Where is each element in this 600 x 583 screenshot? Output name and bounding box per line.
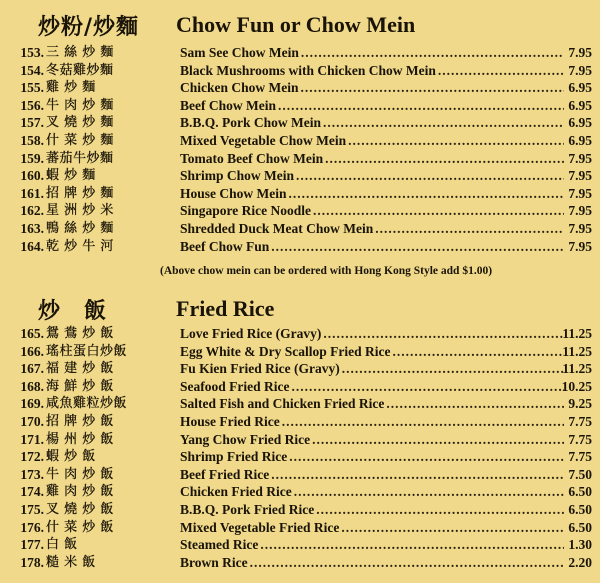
item-name-cn: 白 飯 xyxy=(46,537,78,553)
item-price: 2.20 xyxy=(568,554,592,570)
item-price: 6.50 xyxy=(568,484,592,500)
item-name-en: Shrimp Fried Rice xyxy=(180,449,288,465)
item-name-en: B.B.Q. Pork Fried Rice xyxy=(180,501,315,517)
menu-item-row xyxy=(0,378,600,396)
item-name-cn: 糙 米 飯 xyxy=(46,554,96,570)
item-name-en: Fu Kien Fried Rice (Gravy) xyxy=(180,361,340,377)
item-number: 177. xyxy=(20,537,44,553)
item-number: 170. xyxy=(20,413,44,429)
rice-section-title-en: Fried Rice xyxy=(176,296,275,321)
item-number: 164. xyxy=(20,238,44,254)
item-name-en: Sam See Chow Mein xyxy=(180,45,299,60)
dot-leader xyxy=(260,536,564,554)
item-number: 159. xyxy=(20,150,44,166)
dot-leader xyxy=(325,150,564,168)
rice-section-header xyxy=(0,294,600,326)
item-name-en: Steamed Rice xyxy=(180,537,259,553)
item-name-cn: 星 洲 炒 米 xyxy=(46,203,114,219)
menu-item-row xyxy=(0,150,600,168)
item-number: 158. xyxy=(20,132,44,148)
menu-item-row xyxy=(0,202,600,220)
item-name-cn: 什 菜 炒 麵 xyxy=(46,132,114,148)
item-price: 7.95 xyxy=(568,150,592,166)
dot-leader xyxy=(271,466,564,484)
menu-item-row xyxy=(0,466,600,484)
menu-item-row xyxy=(0,519,600,537)
menu-item-row xyxy=(0,220,600,238)
dot-leader xyxy=(250,554,564,572)
menu-item-row xyxy=(0,44,600,62)
item-leader xyxy=(180,97,564,115)
item-name-en: Beef Chow Mein xyxy=(180,97,276,113)
item-leader xyxy=(180,343,564,361)
menu-item-row xyxy=(0,501,600,519)
dot-leader xyxy=(301,44,564,62)
menu-item-row xyxy=(0,167,600,185)
item-name-en: Chicken Chow Mein xyxy=(180,80,299,96)
item-name-en: B.B.Q. Pork Chow Mein xyxy=(180,115,322,131)
chow-section-title-cn: 炒粉/炒麵 xyxy=(38,14,140,40)
item-name-cn: 雞 炒 麵 xyxy=(46,80,96,96)
item-number: 165. xyxy=(20,326,44,341)
dot-leader xyxy=(301,79,564,97)
item-leader xyxy=(180,62,564,80)
item-leader xyxy=(180,395,564,413)
dot-leader xyxy=(323,325,564,343)
item-price: 7.75 xyxy=(568,413,592,429)
item-price: 7.75 xyxy=(568,449,592,465)
item-number: 178. xyxy=(20,554,44,570)
dot-leader xyxy=(375,220,564,238)
item-price: 7.75 xyxy=(568,431,592,447)
item-number: 174. xyxy=(20,484,44,500)
menu-item-row xyxy=(0,413,600,431)
item-name-en: House Fried Rice xyxy=(180,413,280,429)
item-number: 171. xyxy=(20,431,44,447)
dot-leader xyxy=(386,395,564,413)
dot-leader xyxy=(348,132,564,150)
item-number: 162. xyxy=(20,203,44,219)
menu-item-row xyxy=(0,554,600,572)
item-name-cn: 招 牌 炒 飯 xyxy=(46,413,114,429)
item-name-cn: 鴛 鴦 炒 飯 xyxy=(46,326,114,341)
item-price: 6.95 xyxy=(568,97,592,113)
item-leader xyxy=(180,114,564,132)
dot-leader xyxy=(294,483,564,501)
item-price: 7.95 xyxy=(568,45,592,60)
item-number: 175. xyxy=(20,501,44,517)
item-price: 7.95 xyxy=(568,62,592,78)
item-name-en: Salted Fish and Chicken Fried Rice xyxy=(180,396,385,412)
item-price: 7.95 xyxy=(568,185,592,201)
menu-item-row xyxy=(0,238,600,256)
dot-leader xyxy=(296,167,564,185)
item-name-cn: 雞 肉 炒 飯 xyxy=(46,484,114,500)
item-number: 172. xyxy=(20,449,44,465)
item-number: 176. xyxy=(20,519,44,535)
item-name-cn: 叉 燒 炒 飯 xyxy=(46,501,114,517)
item-leader xyxy=(180,185,564,203)
dot-leader xyxy=(291,378,564,396)
menu-item-row xyxy=(0,343,600,361)
item-name-cn: 鴨 絲 炒 麵 xyxy=(46,220,114,236)
item-leader xyxy=(180,448,564,466)
item-price: 1.30 xyxy=(568,537,592,553)
item-number: 154. xyxy=(20,62,44,78)
chow-section-title-en: Chow Fun or Chow Mein xyxy=(176,12,416,37)
dot-leader xyxy=(438,62,564,80)
item-leader xyxy=(180,466,564,484)
item-name-en: Brown Rice xyxy=(180,554,248,570)
item-leader xyxy=(180,167,564,185)
dot-leader xyxy=(278,97,564,115)
item-name-cn: 牛 肉 炒 麵 xyxy=(46,97,114,113)
item-name-cn: 蕃茄牛炒麵 xyxy=(46,150,114,166)
item-price: 6.95 xyxy=(568,115,592,131)
item-leader xyxy=(180,150,564,168)
rice-item-list xyxy=(0,325,600,571)
item-leader xyxy=(180,501,564,519)
item-name-cn: 三 絲 炒 麵 xyxy=(46,45,114,60)
item-leader xyxy=(180,483,564,501)
item-name-en: Yang Chow Fried Rice xyxy=(180,431,311,447)
item-name-en: Tomato Beef Chow Mein xyxy=(180,150,324,166)
menu-item-row xyxy=(0,536,600,554)
item-name-en: Singapore Rice Noodle xyxy=(180,203,311,219)
dot-leader xyxy=(271,238,564,256)
item-leader xyxy=(180,220,564,238)
item-leader xyxy=(180,536,564,554)
item-name-en: Chicken Fried Rice xyxy=(180,484,292,500)
item-name-cn: 乾 炒 牛 河 xyxy=(46,238,114,254)
item-name-cn: 瑤柱蛋白炒飯 xyxy=(46,343,128,359)
menu-item-row xyxy=(0,325,600,343)
menu-item-row xyxy=(0,79,600,97)
item-name-en: Black Mushrooms with Chicken Chow Mein xyxy=(180,62,436,78)
item-price: 10.25 xyxy=(561,378,592,394)
menu-item-row xyxy=(0,431,600,449)
dot-leader xyxy=(341,519,564,537)
dot-leader xyxy=(313,202,564,220)
item-price: 7.95 xyxy=(568,238,592,254)
chow-item-list xyxy=(0,44,600,255)
item-name-cn: 招 牌 炒 麵 xyxy=(46,185,114,201)
item-number: 169. xyxy=(20,396,44,412)
item-price: 11.25 xyxy=(562,361,592,377)
menu-item-row xyxy=(0,114,600,132)
item-number: 157. xyxy=(20,115,44,131)
item-name-cn: 楊 州 炒 飯 xyxy=(46,431,114,447)
item-name-en: Mixed Vegetable Chow Mein xyxy=(180,132,347,148)
item-price: 6.95 xyxy=(568,80,592,96)
item-name-en: Seafood Fried Rice xyxy=(180,378,290,394)
item-name-cn: 咸魚雞粒炒飯 xyxy=(46,396,128,412)
item-leader xyxy=(180,554,564,572)
dot-leader xyxy=(392,343,564,361)
item-name-cn: 蝦 炒 飯 xyxy=(46,449,96,465)
menu-item-row xyxy=(0,360,600,378)
menu-item-row xyxy=(0,395,600,413)
item-leader xyxy=(180,325,564,343)
item-leader xyxy=(180,238,564,256)
item-name-en: Love Fried Rice (Gravy) xyxy=(180,326,322,341)
item-name-en: House Chow Mein xyxy=(180,185,287,201)
chow-note: (Above chow mein can be ordered with Hong Kong Style add $1.00) xyxy=(160,265,493,277)
menu-item-row xyxy=(0,185,600,203)
item-leader xyxy=(180,519,564,537)
item-name-cn: 什 菜 炒 飯 xyxy=(46,519,114,535)
item-price: 7.50 xyxy=(568,466,592,482)
item-leader xyxy=(180,431,564,449)
item-name-cn: 牛 肉 炒 飯 xyxy=(46,466,114,482)
chow-section-header xyxy=(0,10,600,42)
item-name-cn: 海 鮮 炒 飯 xyxy=(46,378,114,394)
item-price: 9.25 xyxy=(568,396,592,412)
item-leader xyxy=(180,132,564,150)
menu-item-row xyxy=(0,62,600,80)
dot-leader xyxy=(342,360,564,378)
item-price: 11.25 xyxy=(562,326,592,341)
item-number: 155. xyxy=(20,80,44,96)
menu-item-row xyxy=(0,448,600,466)
item-price: 7.95 xyxy=(568,168,592,184)
item-number: 156. xyxy=(20,97,44,113)
item-number: 173. xyxy=(20,466,44,482)
item-price: 6.95 xyxy=(568,132,592,148)
menu-item-row xyxy=(0,132,600,150)
menu-item-row xyxy=(0,483,600,501)
dot-leader xyxy=(312,431,564,449)
item-price: 11.25 xyxy=(562,343,592,359)
menu-item-row xyxy=(0,97,600,115)
item-name-cn: 冬菇雞炒麵 xyxy=(46,62,114,78)
item-leader xyxy=(180,202,564,220)
item-leader xyxy=(180,378,564,396)
item-number: 168. xyxy=(20,378,44,394)
dot-leader xyxy=(289,448,564,466)
item-number: 166. xyxy=(20,343,44,359)
item-name-en: Beef Chow Fun xyxy=(180,238,270,254)
item-leader xyxy=(180,44,564,62)
item-leader xyxy=(180,413,564,431)
item-leader xyxy=(180,360,564,378)
item-number: 160. xyxy=(20,168,44,184)
item-price: 7.95 xyxy=(568,203,592,219)
item-number: 153. xyxy=(20,45,44,60)
item-name-en: Mixed Vegetable Fried Rice xyxy=(180,519,340,535)
dot-leader xyxy=(323,114,564,132)
item-number: 161. xyxy=(20,185,44,201)
dot-leader xyxy=(282,413,564,431)
item-name-en: Shredded Duck Meat Chow Mein xyxy=(180,220,374,236)
item-name-en: Beef Fried Rice xyxy=(180,466,270,482)
item-name-en: Shrimp Chow Mein xyxy=(180,168,295,184)
item-number: 163. xyxy=(20,220,44,236)
item-number: 167. xyxy=(20,361,44,377)
item-name-en: Egg White & Dry Scallop Fried Rice xyxy=(180,343,391,359)
item-leader xyxy=(180,79,564,97)
dot-leader xyxy=(316,501,564,519)
item-price: 6.50 xyxy=(568,519,592,535)
item-price: 6.50 xyxy=(568,501,592,517)
rice-section-title-cn: 炒 飯 xyxy=(38,298,108,324)
item-name-cn: 福 建 炒 飯 xyxy=(46,361,114,377)
item-name-cn: 叉 燒 炒 麵 xyxy=(46,115,114,131)
item-name-cn: 蝦 炒 麵 xyxy=(46,168,96,184)
dot-leader xyxy=(289,185,564,203)
item-price: 7.95 xyxy=(568,220,592,236)
